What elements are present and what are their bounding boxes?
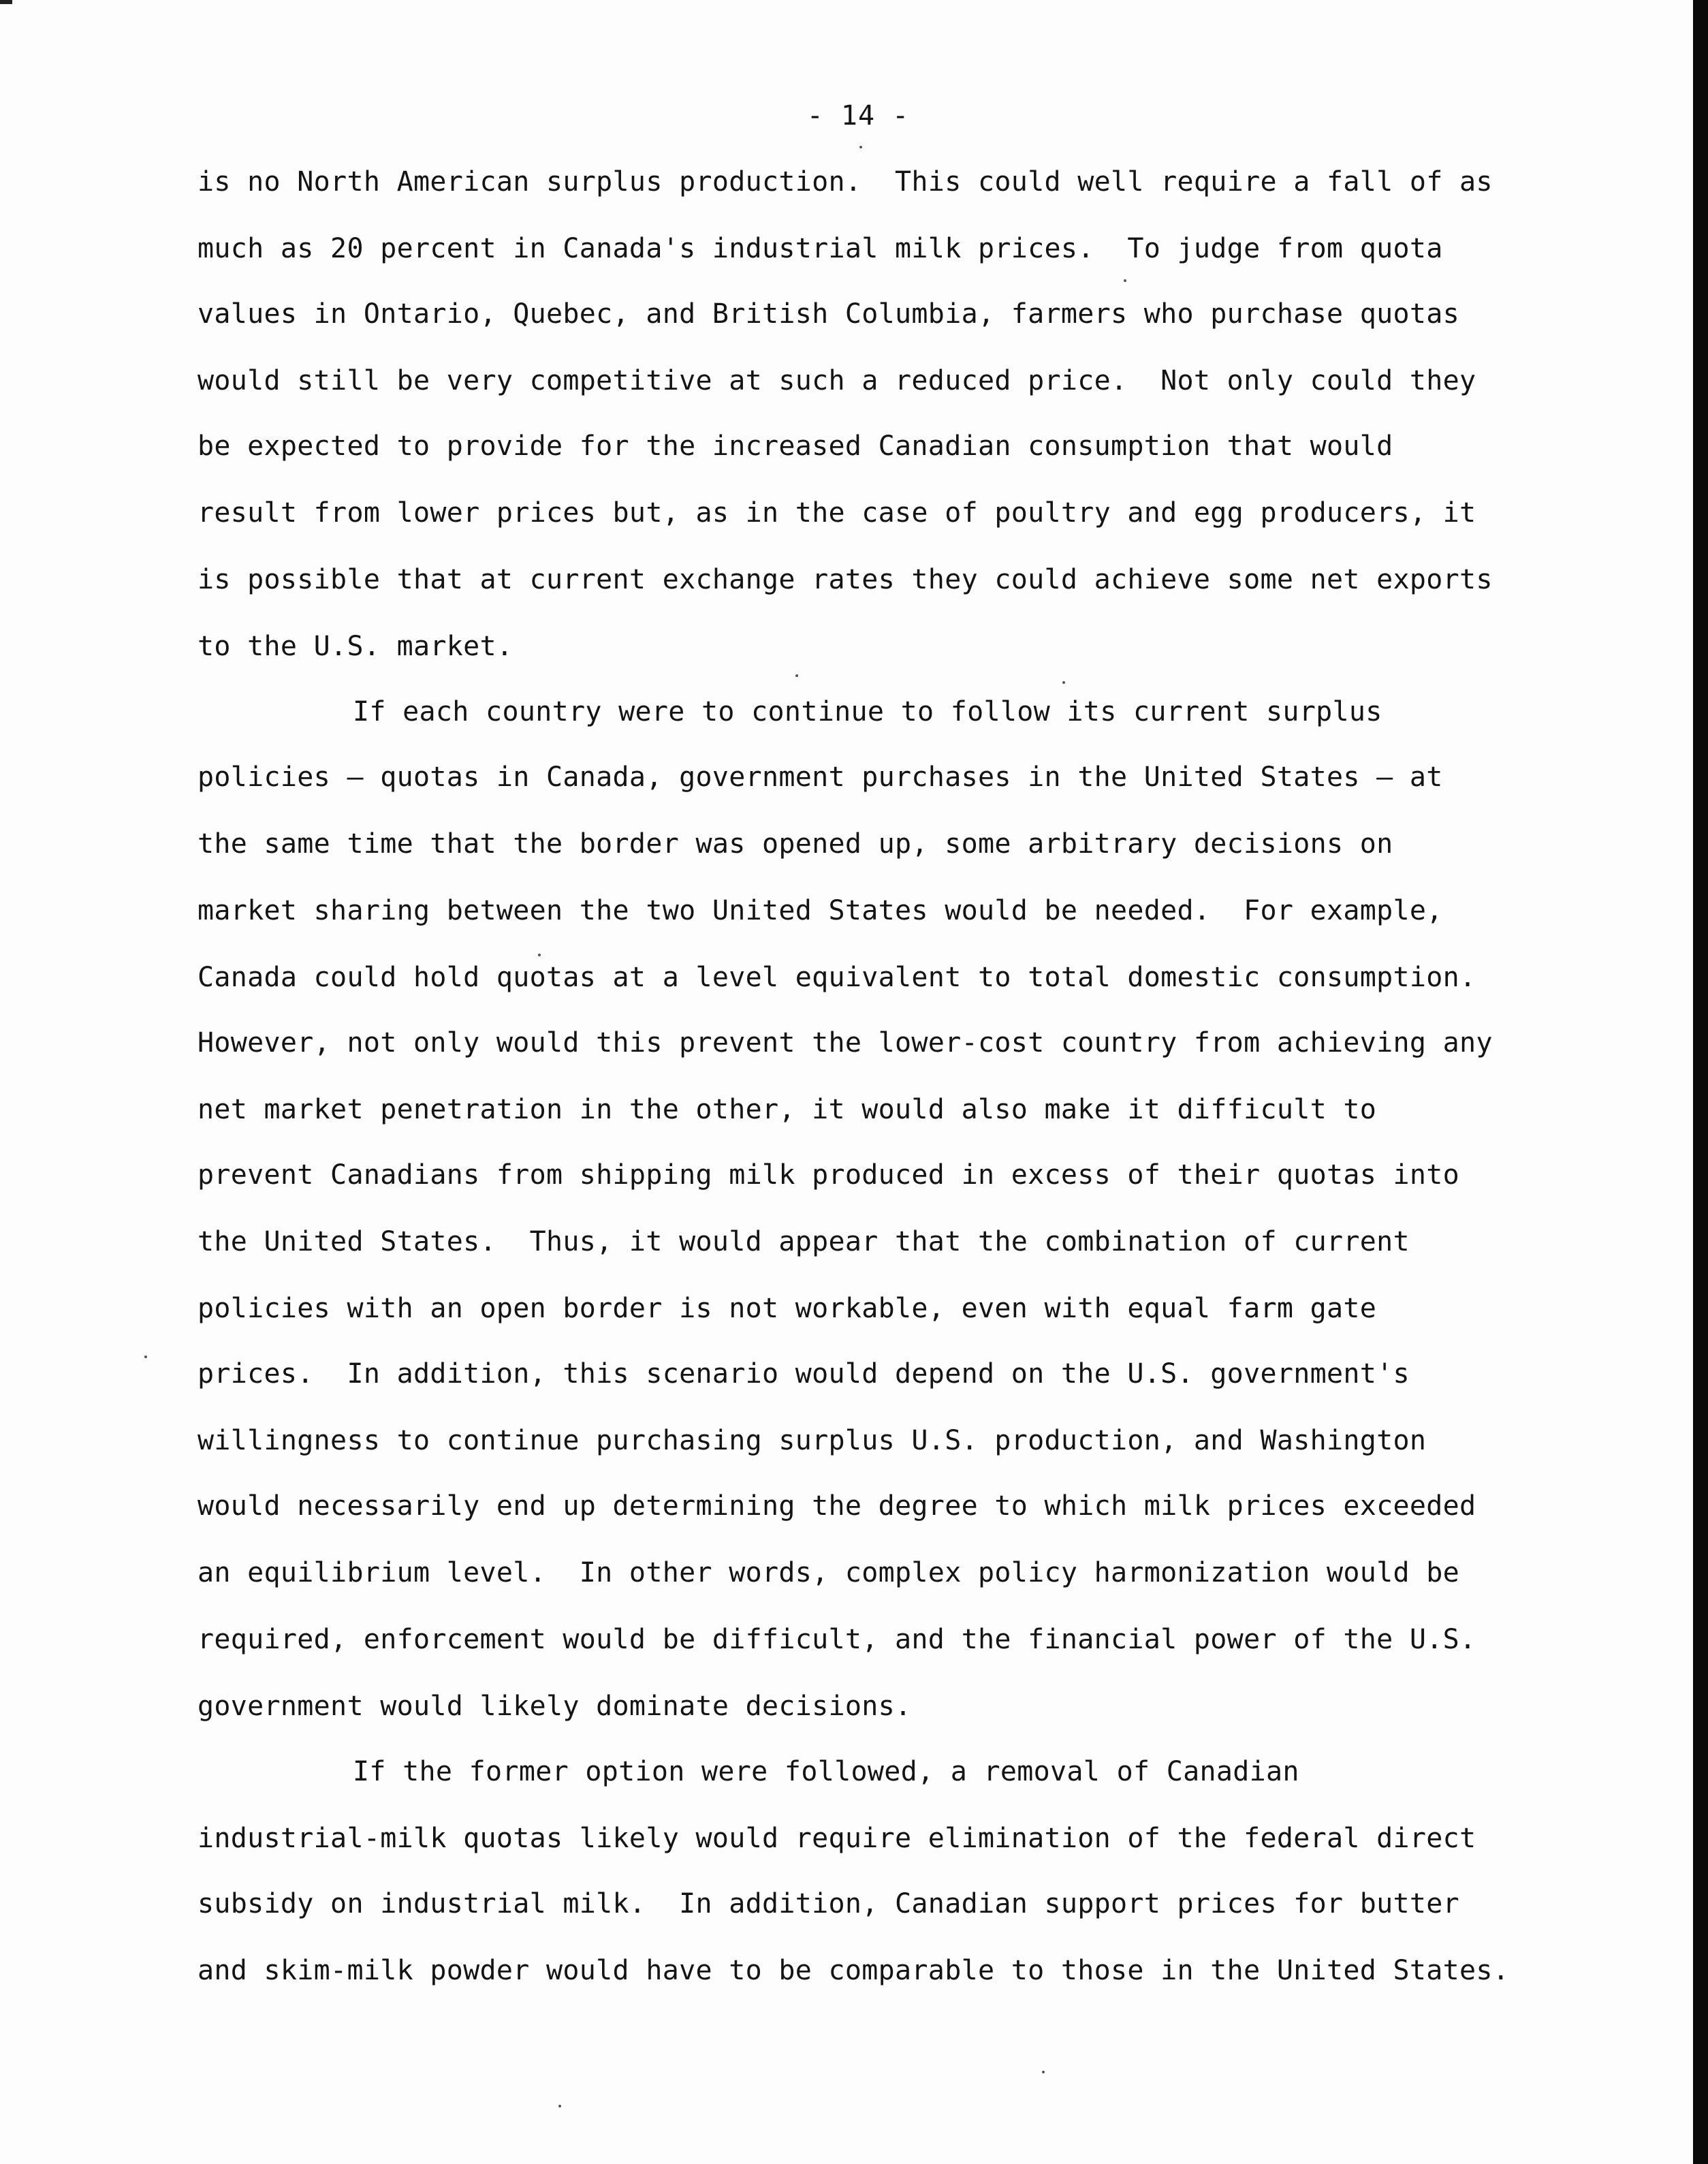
text-line: required, enforcement would be difficult, and the financial power of the U.S.: [197, 1624, 1476, 1655]
scan-speck: [795, 674, 798, 677]
text-line: is possible that at current exchange rates they could achieve some net exports: [197, 564, 1493, 595]
text-line: the same time that the border was opened up, some arbitrary decisions on: [197, 828, 1393, 860]
scan-speck: [558, 2105, 561, 2107]
text-line: industrial-milk quotas likely would require elimination of the federal direct: [197, 1823, 1476, 1854]
text-line: Canada could hold quotas at a level equivalent to total domestic consumption.: [197, 962, 1476, 993]
scan-speck: [1062, 681, 1065, 684]
text-line: willingness to continue purchasing surplus U.S. production, and Washington: [197, 1425, 1427, 1456]
text-line: prevent Canadians from shipping milk produced in excess of their quotas into: [197, 1159, 1460, 1191]
text-line: policies with an open border is not workable, even with equal farm gate: [197, 1293, 1377, 1324]
text-line: would still be very competitive at such a reduced price. Not only could they: [197, 365, 1476, 396]
paragraph-start-line: If each country were to continue to follow its current surplus: [353, 696, 1382, 727]
scan-speck: [859, 146, 862, 148]
corner-mark: [0, 0, 12, 4]
page-number: - 14 -: [806, 100, 910, 131]
text-line: result from lower prices but, as in the case of poultry and egg producers, it: [197, 497, 1476, 529]
text-line: an equilibrium level. In other words, complex policy harmonization would be: [197, 1557, 1460, 1588]
text-line: net market penetration in the other, it would also make it difficult to: [197, 1094, 1377, 1125]
text-line: market sharing between the two United States would be needed. For example,: [197, 895, 1443, 926]
scan-edge: [1693, 0, 1708, 2164]
text-line: values in Ontario, Quebec, and British Columbia, farmers who purchase quotas: [197, 298, 1460, 330]
text-line: and skim-milk powder would have to be comparable to those in the United States.: [197, 1955, 1510, 1986]
text-line: subsidy on industrial milk. In addition, Canadian support prices for butter: [197, 1888, 1460, 1919]
text-line: However, not only would this prevent the lower-cost country from achieving any: [197, 1027, 1493, 1059]
scan-speck: [538, 954, 541, 956]
text-line: be expected to provide for the increased Canadian consumption that would: [197, 430, 1393, 462]
text-line: prices. In addition, this scenario would depend on the U.S. government's: [197, 1358, 1410, 1390]
text-line: the United States. Thus, it would appear that the combination of current: [197, 1226, 1410, 1257]
scan-speck: [1124, 279, 1126, 282]
scan-speck: [144, 1355, 147, 1358]
paragraph-start-line: If the former option were followed, a removal of Canadian: [353, 1756, 1299, 1787]
text-line: to the U.S. market.: [197, 631, 513, 662]
text-line: much as 20 percent in Canada's industrial milk prices. To judge from quota: [197, 233, 1443, 264]
text-line: would necessarily end up determining the degree to which milk prices exceeded: [197, 1490, 1476, 1522]
text-line: is no North American surplus production. This could well require a fall of as: [197, 166, 1493, 198]
text-line: policies — quotas in Canada, government purchases in the United States — at: [197, 762, 1443, 793]
text-line: government would likely dominate decisions.: [197, 1691, 912, 1722]
scan-speck: [1042, 2071, 1045, 2073]
